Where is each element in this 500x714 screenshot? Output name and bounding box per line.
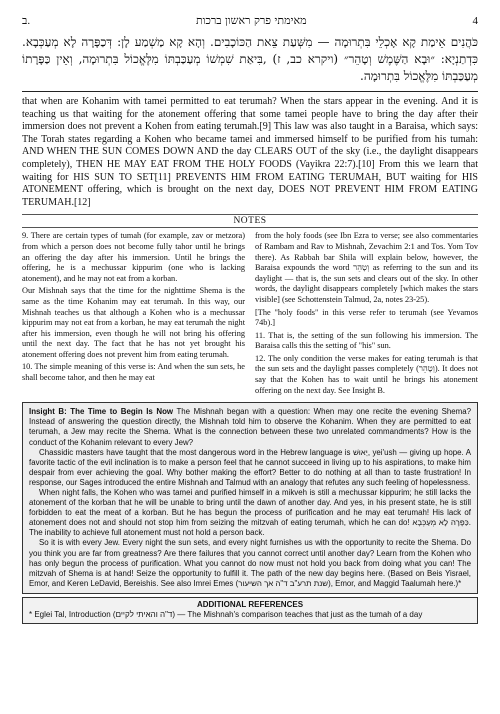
running-title: מאימתי פרק ראשון ברכות [195,14,307,27]
notes-right-column [255,231,478,398]
folio-letter: ב. [22,15,31,27]
insight-title: Insight B: The Time to Begin Is Now [29,407,174,417]
additional-references-text: * Eglei Tal, Introduction (ד"ה והאיתי לקיים) — The Mishnah's comparison teaches that just as the tumah of a day [29,609,423,619]
notes-left-column [22,231,245,398]
talmud-page [22,14,478,624]
hebrew-gemara-text: כֹּהֲנִים אֵימַת קָא אָכְלֵי בִּתְרוּמָה — מִשְּׁעַת צֵאת הַכּוֹכָבִים. וְהָא קָא מַשְׁמַע לָן: דְּכַפָּרָה לָא מְעַכְּבָא. כִּדְתַנְיָא: ״וּבָא הַשֶּׁמֶשׁ וְטָהֵר״ (ויקרא כב, ז) ,בִּיאַת שִׁמְשׁוֹ מְעַכַּבְתּוֹ מִלֶּאֱכוֹל בִּתְרוּמָה, וְאֵין כַּפָּרָתוֹ מְעַכַּבְתּוֹ מִלֶּאֱכוֹל בִּתְרוּמָה. [22,35,478,83]
note-paragraph: 10. The simple meaning of this verse is: And when the sun sets, he shall become tahor, and then he may eat [22,362,245,383]
additional-references-box [22,597,478,624]
note-paragraph: Our Mishnah says that the time for the nighttime Shema is the same as the time Kohanim may eat terumah. In this way, our Mishnah teaches us that although a Kohen who is a mechussar kippurim may not eat from a korban, he may eat terumah the night after his immersion, even though he will not bring his offering until the next day. The fact that he has not yet brought his atonement offering does not prevent him from eating terumah. [22,286,245,359]
insight-paragraph: The Mishnah began with a question: When may one recite the evening Shema? Instead of answering the question directly, the Mishnah told him to observe the Kohanim. When they are permitted to eat terumah, a Jew may recite the Shema. What is the connection between these two unrelated commandments? How is the conduct of the Kohanim relevant to every Jew? [29,407,471,447]
note-paragraph: [The "holy foods" in this verse refer to terumah (see Yevamos 74b).] [255,307,478,328]
additional-references-title: ADDITIONAL REFERENCES [196,599,304,609]
insight-paragraph: So it is with every Jew. Every night the sun sets, and every night furnishes us with the opportunity to recite the Shema. Do you think you are far from greatness? Are there failures that you cannot correct until another day? Learn from the Kohen who has only begun the process of purification. What you cannot do now must not hold you back from doing what you can! The mitzvah of Shema is at hand! Seize the opportunity to fulfill it. The path of the new day begins here. (Based on Beis Yisrael, Emor, and Keren LeDavid, Bereishis. See also Imrei Emes (שנת תרע"ב ד"ה אך השיעור), Emor, and Maggid Taalumah here.)* [29,538,471,588]
note-paragraph: 12. The only condition the verse makes for eating terumah is that the sun sets and the daylight passes completely (וְטָהֵר). It does not say that the Kohen has to wait until he brings his atonement offering on the next day. See Insight B. [255,353,478,395]
section-divider [22,91,478,92]
insight-first-paragraph [29,407,471,447]
page-header [22,14,478,30]
insight-box [22,402,478,594]
insight-paragraph: When night falls, the Kohen who was tamei and purified himself in a mikveh is still a mechussar kippurim; he still lacks the atonement of the korban that he will be unable to bring until the dawn of another day. And yes, in his present state, he is still forbidden to eat the meat of a korban. But he has begun the process of purification and he may eat terumah! His lack of atonement does not and should not stop him from seizing the mitzvah of eating terumah, which he can do! כַּפָּרָה לָא מְעַכְּבָא. The inability to achieve full atonement must not hold a person back. [29,488,471,538]
translation-text: that when are Kohanim with tamei permitted to eat terumah? When the stars appear in the evening. And it is teaching us that waiting for the atonement offering that some tamei people have to bring the day after their immersion does not prevent a Kohen from eating terumah.[9] This law was also taught in a Baraisa, which says: The Torah states regarding a Kohen who became tamei and immersed himself to be purified from his tumah: AND WHEN THE SUN COMES DOWN AND the day CLEARS OUT of the sky (i.e., the daylight disappears completely), THEN HE MAY EAT FROM THE HOLY FOODS (Vayikra 22:7).[10] From this we learn that waiting for HIS SUN TO SET[11] PREVENTS HIM FROM EATING TERUMAH, BUT waiting for HIS ATONEMENT offering, which is brought on the next day, DOES NOT PREVENT HIM FROM EATING TERUMAH.[12] [22,96,478,208]
insight-paragraph: Chassidic masters have taught that the most dangerous word in the Hebrew language is יֵאוּשׁ, yei'ush — giving up hope. A favorite tactic of the evil inclination is to make a person feel that he cannot succeed in living up to his aspirations, to make him despair from ever achieving the goal. Why bother making the effort? Better to do nothing at all than to taste frustration! In response, our Sages introduced the entire Mishnah and Talmud with an analogy that refutes any such feeling of hopelessness. [29,447,471,487]
page-number: 4 [472,15,478,27]
note-paragraph: 11. That is, the setting of the sun following his immersion. The Baraisa calls this the setting of "his" sun. [255,330,478,351]
note-paragraph: from the holy foods (see Ibn Ezra to verse; see also commentaries of Rambam and Rav to Mishnah, Zevachim 2:1 and Tos. Yom Tov there). As Rabbah bar Shila will explain below, however, the Baraisa expounds the word וְטָהֵר as referring to the sun and its daylight — that is, the sun sets and clears out of the sky. In other words, the daylight disappears completely [which makes the stars visible] (see Schottenstein Talmud, 2a, notes 23-25). [255,231,478,304]
notes-section [22,231,478,398]
note-paragraph: 9. There are certain types of tumah (for example, zav or metzora) from which a person does not become fully tahor until he brings an offering the day after his immersion. Until he brings the offering, he is a mechussar kippurim (one who is lacking atonement), and he may not eat from a korban. [22,231,245,283]
notes-heading: NOTES [22,214,478,228]
